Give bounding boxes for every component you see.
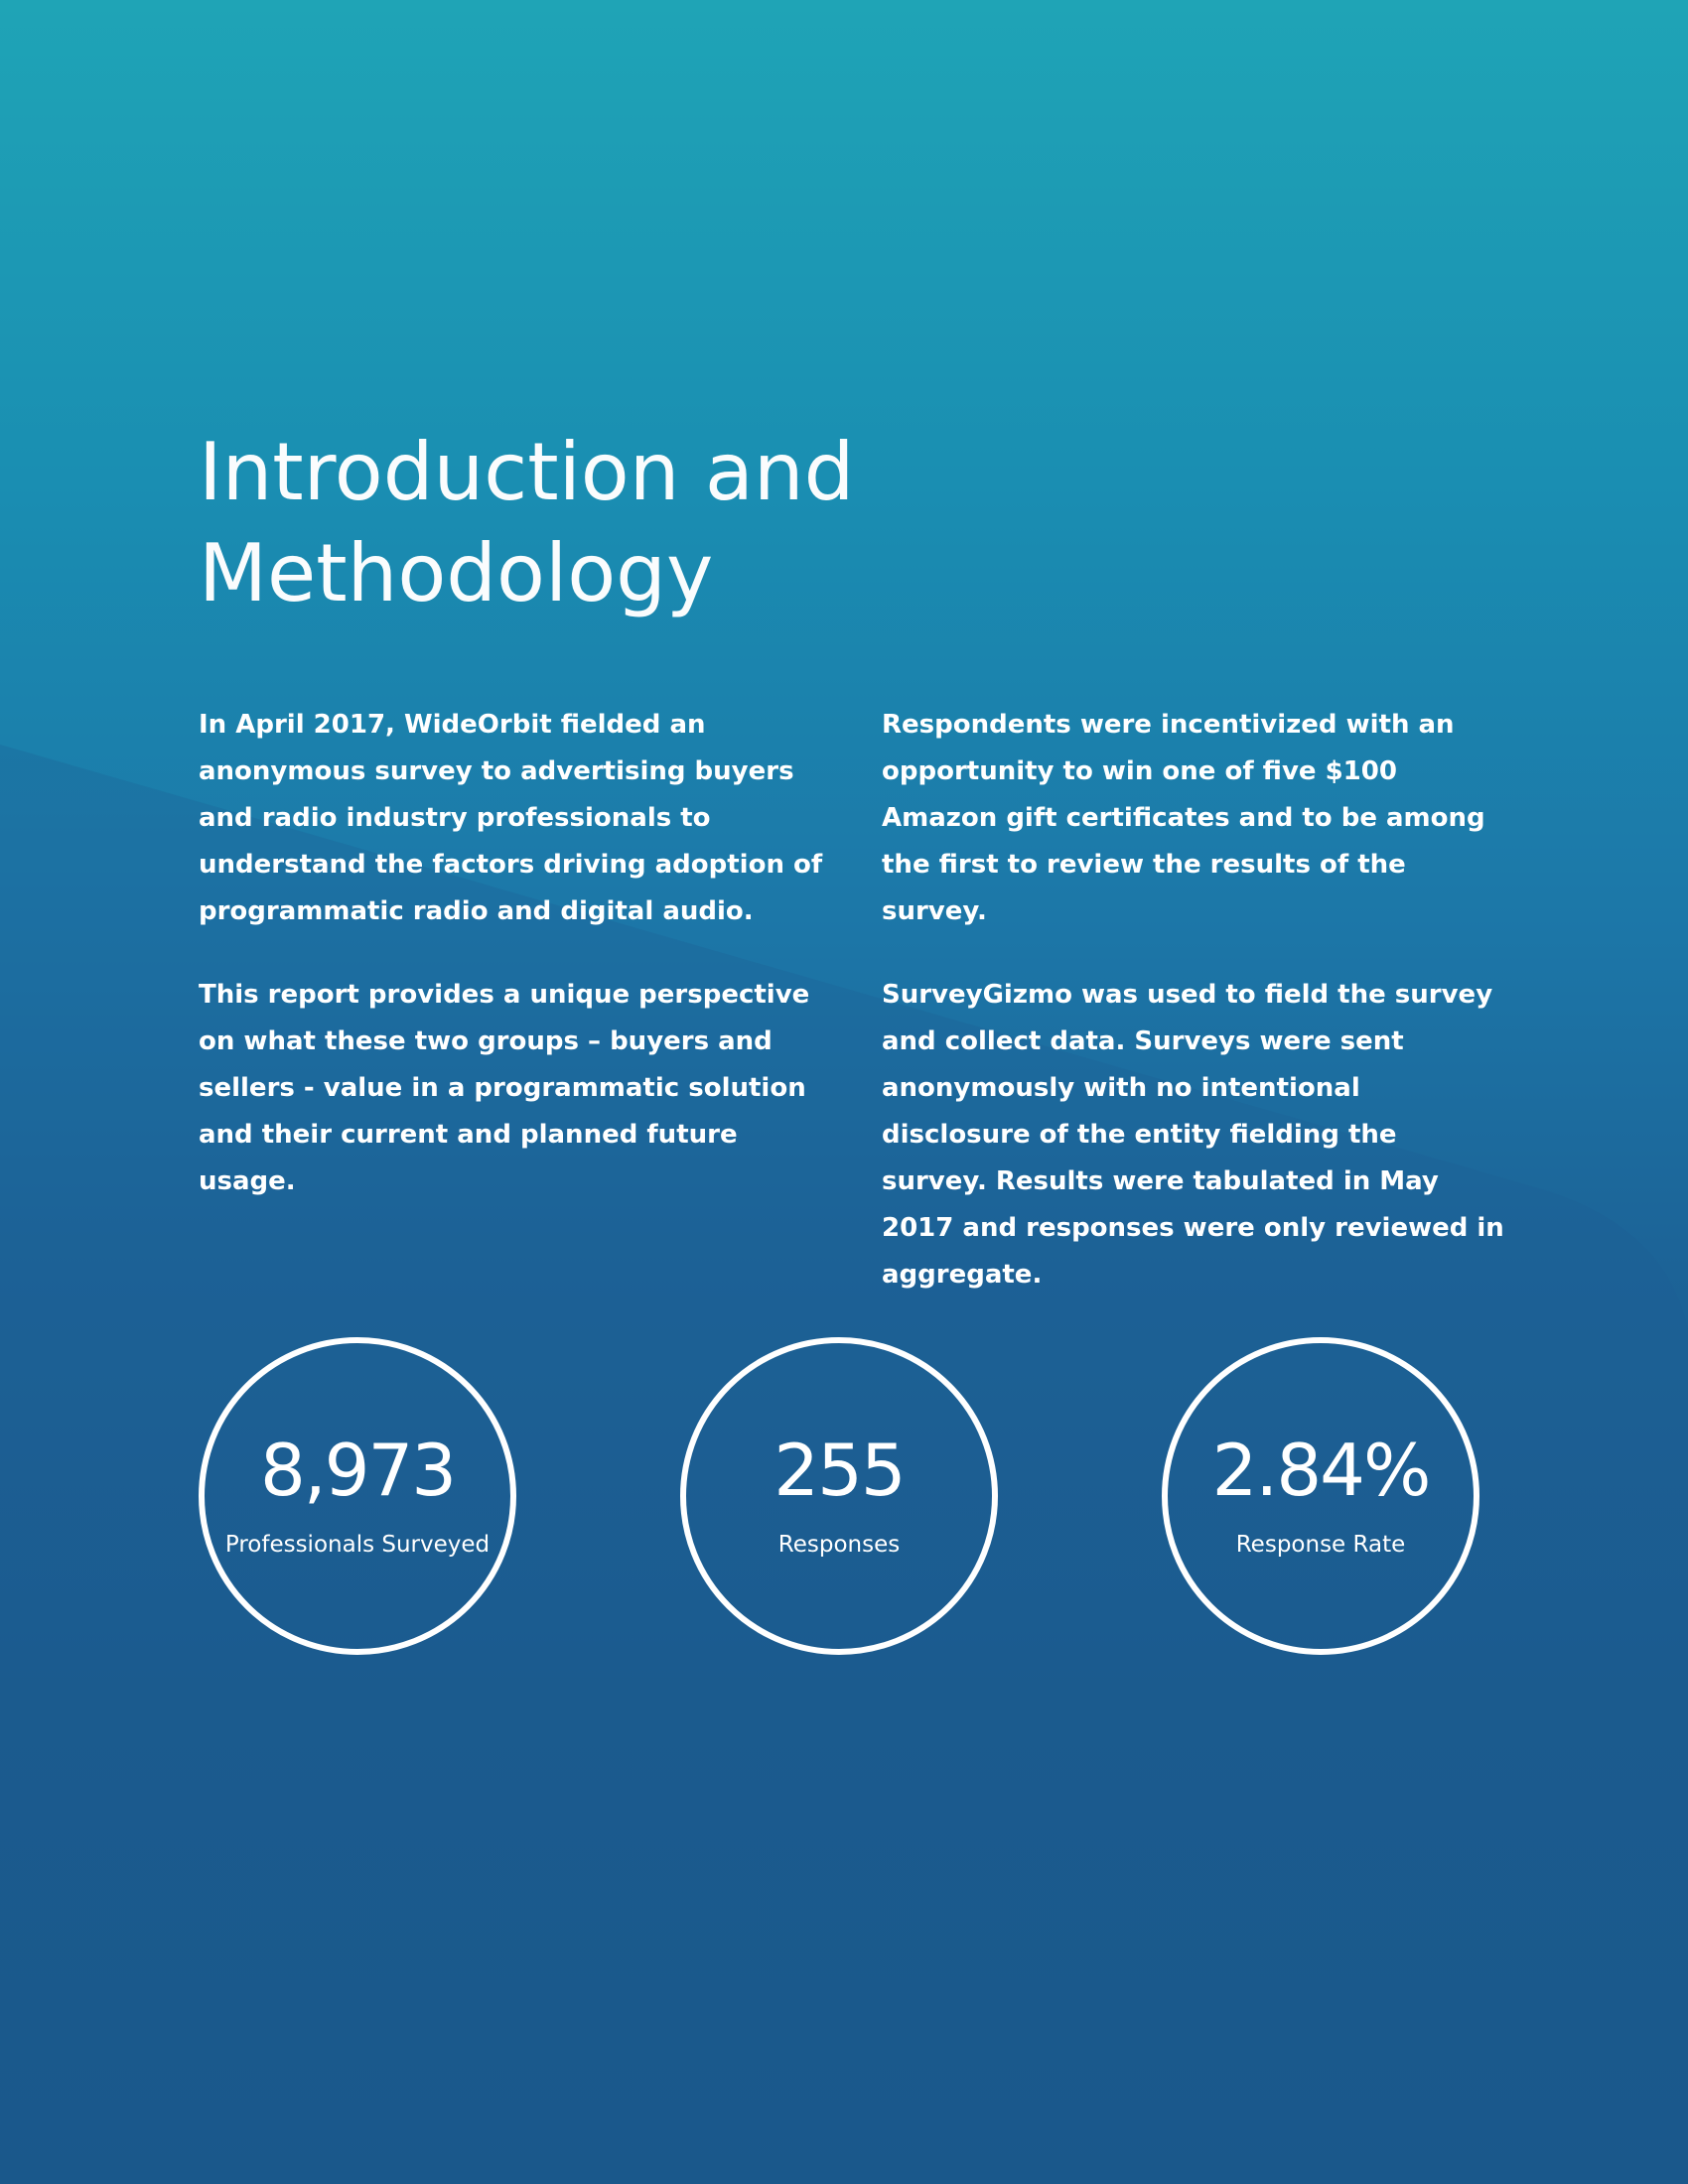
stat-value: 2.84%	[1211, 1429, 1430, 1512]
page-title	[199, 422, 854, 624]
left-text-column	[199, 702, 834, 1242]
left-paragraph-2: This report provides a unique perspective on what these two groups – buyers and sellers - value in a programmatic solution and their current and planned future usage.	[199, 980, 810, 1196]
page-title-line-1: Introduction and	[199, 426, 855, 518]
right-paragraph-2: SurveyGizmo was used to field the survey and collect data. Surveys were sent anonymously with no intentional disclosure of the entity fielding the survey. Results were tabulated in May 2017 and responses were only reviewed in aggregate.	[882, 980, 1504, 1290]
right-paragraph-1: Respondents were incentivized with an opportunity to win one of five $100 Amazon gift certificates and to be among the first to review the results of the survey.	[882, 710, 1485, 926]
stat-value: 255	[774, 1429, 905, 1512]
right-text-column	[882, 702, 1507, 1335]
stat-circle-professionals-surveyed	[199, 1337, 516, 1655]
left-paragraph-1: In April 2017, WideOrbit fielded an anonymous survey to advertising buyers and radio industry professionals to understand the factors driving adoption of programmatic radio and digital audio.	[199, 710, 823, 926]
stat-label: Responses	[777, 1532, 901, 1558]
stat-label: Response Rate	[1235, 1532, 1406, 1558]
stat-value: 8,973	[259, 1429, 456, 1512]
stat-circle-responses	[680, 1337, 998, 1655]
stat-label: Professionals Surveyed	[224, 1532, 491, 1558]
page-title-line-2: Methodology	[199, 527, 714, 619]
stat-circle-response-rate	[1162, 1337, 1479, 1655]
